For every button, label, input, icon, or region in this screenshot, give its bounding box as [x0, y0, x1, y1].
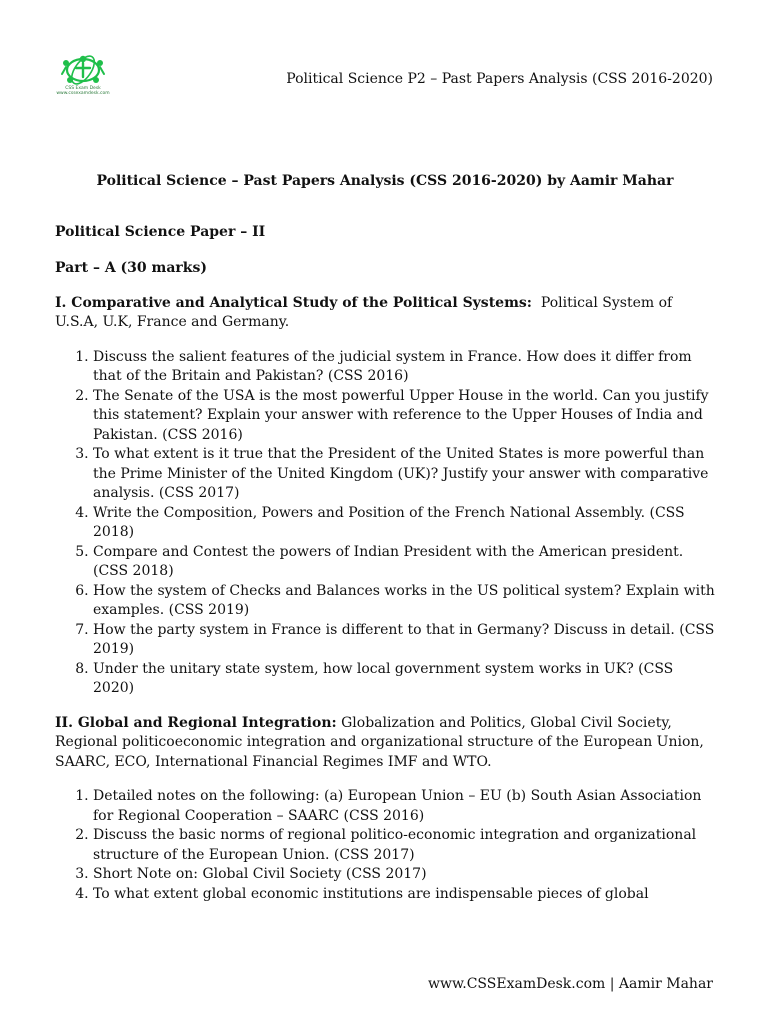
- section-description: Globalization and Politics, Global Civil Society, Regional politicoeconomic integration and organizational structure of the European Union, SAARC, ECO, International Financial Regimes IMF and WTO.: [55, 714, 704, 770]
- list-item: 3. To what extent is it true that the President of the United States is more powerful than the Prime Minister of the United Kingdom (UK)? Justify your answer with comparative analysis. (CSS 2017): [93, 445, 715, 504]
- section-heading: I. Comparative and Analytical Study of the Political Systems:: [55, 294, 532, 311]
- page-footer: www.CSSExamDesk.com | Aamir Mahar: [427, 976, 713, 992]
- list-item: 5. Compare and Contest the powers of Indian President with the American president. (CSS 2018): [93, 543, 715, 582]
- question-list: [55, 348, 715, 699]
- logo-caption: [52, 86, 114, 96]
- section-heading: II. Global and Regional Integration:: [55, 714, 337, 731]
- list-item: 2. The Senate of the USA is the most powerful Upper House in the world. Can you justify this statement? Explain your answer with reference to the Upper Houses of India and Pakistan. (CSS 2016): [93, 387, 715, 446]
- list-item: 8. Under the unitary state system, how local government system works in UK? (CSS 2020): [93, 660, 715, 699]
- section-intro: [55, 294, 715, 333]
- logo-caption-title: CSS Exam Desk: [65, 86, 101, 91]
- section-description: Political System of U.S.A, U.K, France and Germany.: [55, 294, 673, 330]
- question-list: [55, 787, 715, 904]
- document-body: [55, 172, 715, 919]
- list-item: 4. Write the Composition, Powers and Position of the French National Assembly. (CSS 2018): [93, 504, 715, 543]
- list-item: 2. Discuss the basic norms of regional politico-economic integration and organizational structure of the European Union. (CSS 2017): [93, 826, 715, 865]
- running-header: Political Science P2 – Past Papers Analysis (CSS 2016-2020): [286, 71, 713, 87]
- logo-caption-url: www.cssexamdesk.com: [56, 91, 110, 96]
- section-intro: [55, 714, 715, 773]
- list-item: 1. Detailed notes on the following: (a) European Union – EU (b) South Asian Association for Regional Cooperation – SAARC (CSS 2016): [93, 787, 715, 826]
- list-item: 4. To what extent global economic institutions are indispensable pieces of global: [93, 885, 715, 905]
- paper-title: Political Science Paper – II: [55, 223, 266, 240]
- list-item: 7. How the party system in France is different to that in Germany? Discuss in detail. (CSS 2019): [93, 621, 715, 660]
- part-title: Part – A (30 marks): [55, 260, 207, 276]
- list-item: 3. Short Note on: Global Civil Society (CSS 2017): [93, 865, 715, 885]
- list-item: 6. How the system of Checks and Balances works in the US political system? Explain with examples. (CSS 2019): [93, 582, 715, 621]
- list-item: 1. Discuss the salient features of the judicial system in France. How does it differ from that of the Britain and Pakistan? (CSS 2016): [93, 348, 715, 387]
- document-title: Political Science – Past Papers Analysis (CSS 2016-2020) by Aamir Mahar: [96, 173, 674, 189]
